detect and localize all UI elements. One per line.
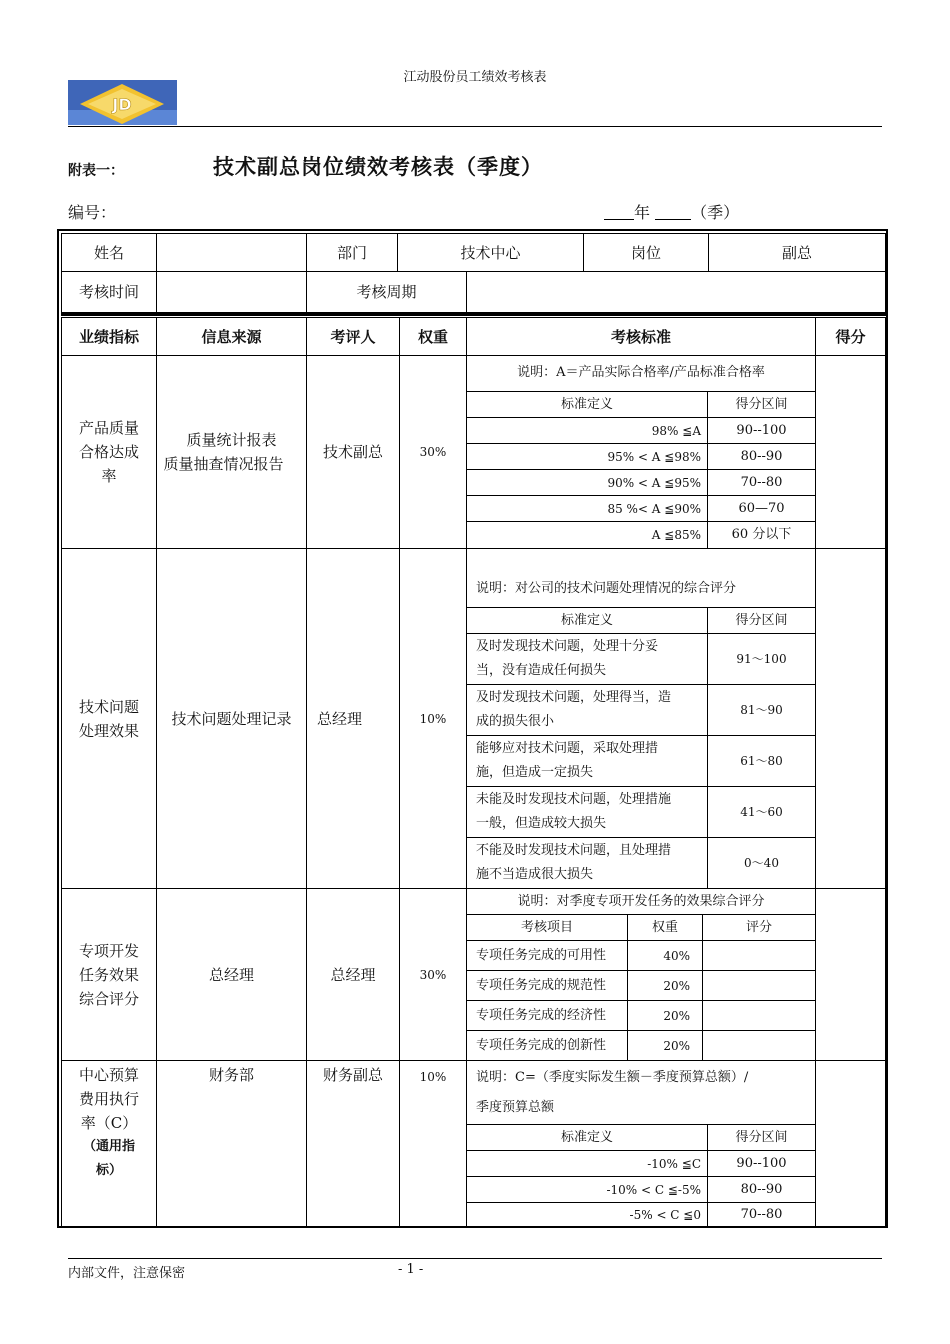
row2-std-header-def: 标准定义 [466, 607, 708, 634]
row4-std-range: 90--100 [707, 1150, 816, 1177]
row3-assessor: 总经理 [306, 888, 400, 1061]
row3-note: 说明：对季度专项开发任务的效果综合评分 [517, 893, 765, 909]
row4-source: 财务部 [156, 1060, 307, 1227]
row4-std-header-def: 标准定义 [466, 1124, 708, 1151]
time-label: 考核时间 [61, 271, 157, 313]
logo-text: JD [112, 95, 132, 114]
row1-std-header-range: 得分区间 [707, 391, 816, 418]
row3-item-score[interactable] [702, 1030, 816, 1061]
row1-assessor: 技术副总 [306, 355, 400, 549]
row2-source: 技术问题处理记录 [156, 548, 307, 889]
row1-source: 质量统计报表 质量抽查情况报告 [156, 355, 307, 549]
row2-score[interactable] [815, 548, 886, 889]
row1-std-def: 85 %< A ≦90% [466, 495, 708, 522]
col-header-standard: 考核标准 [466, 317, 816, 356]
col-header-source: 信息来源 [156, 317, 307, 356]
row4-std-def: -10% ≦C [466, 1150, 708, 1177]
row4-assessor: 财务副总 [306, 1060, 400, 1227]
period-fields [604, 200, 739, 223]
row1-std-range: 70--80 [707, 469, 816, 496]
row2-note: 说明：对公司的技术问题处理情况的综合评分 [476, 581, 737, 596]
dept-value: 技术中心 [397, 233, 584, 272]
post-label: 岗位 [583, 233, 709, 272]
row3-weight: 30% [399, 888, 467, 1061]
header-rule [68, 126, 882, 127]
col-header-weight: 权重 [399, 317, 467, 356]
row1-std-header-def: 标准定义 [466, 391, 708, 418]
row1-std-def: 95% < A ≦98% [466, 443, 708, 470]
row1-weight: 30% [399, 355, 467, 549]
post-value: 副总 [708, 233, 886, 272]
row2-std-range: 81～90 [707, 684, 816, 736]
row1-std-range: 90--100 [707, 417, 816, 444]
header-divider [61, 313, 886, 316]
row3-score[interactable] [815, 888, 886, 1061]
row4-weight: 10% [399, 1060, 467, 1227]
row3-std-header-weight: 权重 [627, 914, 703, 941]
row4-indicator: 中心预算费用执行率（C） （通用指标） [61, 1060, 157, 1227]
row4-std-header-range: 得分区间 [707, 1124, 816, 1151]
row4-std-def: -5% < C ≦0 [466, 1202, 708, 1228]
row1-std-def: 90% < A ≦95% [466, 469, 708, 496]
name-label: 姓名 [61, 233, 157, 272]
col-header-score: 得分 [815, 317, 886, 356]
row1-std-range: 80--90 [707, 443, 816, 470]
name-value[interactable] [156, 233, 307, 272]
row4-indicator-note: （通用指标） [83, 1139, 136, 1178]
dept-label: 部门 [306, 233, 398, 272]
row2-weight: 10% [399, 548, 467, 889]
row2-std-def: 未能及时发现技术问题，处理措施 一般，但造成较大损失 [466, 786, 708, 838]
row2-std-range: 0～40 [707, 837, 816, 889]
row2-std-def: 及时发现技术问题，处理十分妥 当，没有造成任何损失 [466, 633, 708, 685]
row4-std-range: 80--90 [707, 1176, 816, 1203]
row3-item-weight: 40% [627, 940, 703, 971]
row2-std-def: 能够应对技术问题，采取处理措 施，但造成一定损失 [466, 735, 708, 787]
row1-std-def: 98% ≦A [466, 417, 708, 444]
row3-item-score[interactable] [702, 940, 816, 971]
season-blank[interactable] [655, 205, 691, 220]
page-title: 技术副总岗位绩效考核表（季度） [213, 154, 543, 179]
row3-item: 专项任务完成的规范性 [466, 970, 628, 1001]
header-company-title: 江动股份员工绩效考核表 [403, 70, 547, 85]
footer-confidential: 内部文件，注意保密 [68, 1266, 186, 1281]
row2-std-range: 61～80 [707, 735, 816, 787]
row4-std-range: 70--80 [707, 1202, 816, 1228]
season-label: （季） [691, 203, 740, 222]
year-blank[interactable] [604, 205, 634, 220]
annex-label: 附表一： [68, 163, 124, 179]
row1-score[interactable] [815, 355, 886, 549]
col-header-indicator: 业绩指标 [61, 317, 157, 356]
row2-std-def: 及时发现技术问题，处理得当，造 成的损失很小 [466, 684, 708, 736]
row1-std-range: 60—70 [707, 495, 816, 522]
row2-std-range: 41～60 [707, 786, 816, 838]
cycle-value[interactable] [466, 271, 886, 313]
footer-rule [68, 1258, 882, 1259]
row1-indicator: 产品质量合格达成率 [61, 355, 157, 549]
row1-std-def: A ≦85% [466, 521, 708, 549]
row3-source: 总经理 [156, 888, 307, 1061]
row3-item-weight: 20% [627, 1030, 703, 1061]
row3-indicator: 专项开发任务效果综合评分 [61, 888, 157, 1061]
row3-std-header-item: 考核项目 [466, 914, 628, 941]
row2-std-header-range: 得分区间 [707, 607, 816, 634]
row2-std-def: 不能及时发现技术问题，且处理措 施不当造成很大损失 [466, 837, 708, 889]
row3-std-header-score: 评分 [702, 914, 816, 941]
row4-note: 说明：C=（季度实际发生额－季度预算总额）/ 季度预算总额 [476, 1070, 749, 1115]
row3-item: 专项任务完成的可用性 [466, 940, 628, 971]
row3-item-weight: 20% [627, 1000, 703, 1031]
page-number: - 1 - [398, 1262, 424, 1277]
row3-item: 专项任务完成的创新性 [466, 1030, 628, 1061]
company-logo [68, 80, 177, 125]
year-label: 年 [634, 203, 651, 222]
col-header-assessor: 考评人 [306, 317, 400, 356]
row3-item-weight: 20% [627, 970, 703, 1001]
serial-label: 编号： [68, 203, 117, 222]
row2-indicator: 技术问题处理效果 [61, 548, 157, 889]
row2-assessor: 总经理 [306, 548, 400, 889]
time-value[interactable] [156, 271, 307, 313]
row1-note: 说明：A＝产品实际合格率/产品标准合格率 [466, 355, 816, 392]
row2-std-range: 91～100 [707, 633, 816, 685]
row3-item-score[interactable] [702, 1000, 816, 1031]
cycle-label: 考核周期 [306, 271, 467, 313]
row3-item: 专项任务完成的经济性 [466, 1000, 628, 1031]
row4-score[interactable] [815, 1060, 886, 1227]
row1-std-range: 60 分以下 [707, 521, 816, 549]
row3-item-score[interactable] [702, 970, 816, 1001]
row4-std-def: -10% < C ≦-5% [466, 1176, 708, 1203]
